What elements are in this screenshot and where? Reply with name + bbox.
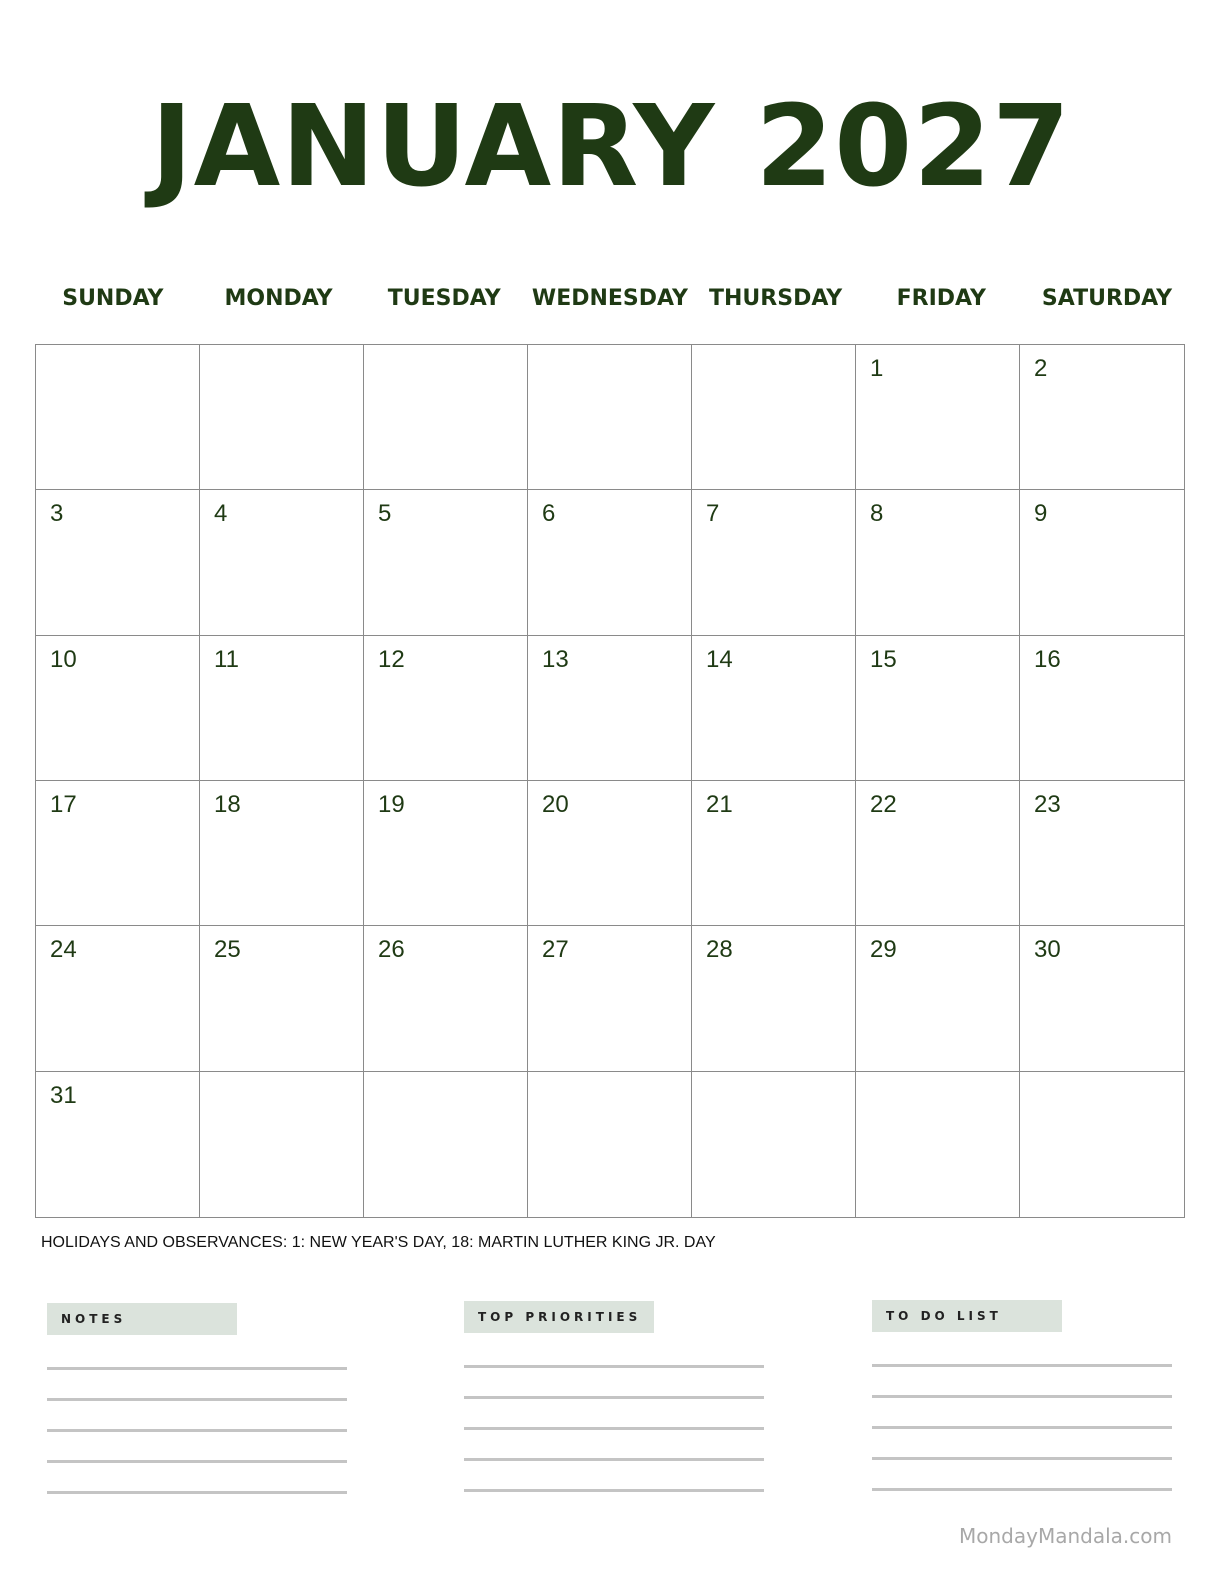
- day-cell-23[interactable]: [1020, 781, 1184, 926]
- day-cell-25[interactable]: [200, 926, 364, 1071]
- weekday-sunday: SUNDAY: [62, 286, 164, 311]
- priority-line[interactable]: [464, 1427, 764, 1430]
- day-number: 30: [1034, 936, 1061, 964]
- day-cell-10[interactable]: [36, 636, 200, 781]
- day-number: 1: [870, 355, 884, 382]
- empty-cell[interactable]: [856, 1072, 1020, 1217]
- empty-cell[interactable]: [36, 345, 200, 490]
- day-cell-1[interactable]: [856, 345, 1020, 490]
- note-line[interactable]: [47, 1460, 347, 1463]
- day-cell-17[interactable]: [36, 781, 200, 926]
- day-number: 25: [214, 936, 241, 964]
- day-cell-14[interactable]: [692, 636, 856, 781]
- todo-line[interactable]: [872, 1426, 1172, 1429]
- empty-cell[interactable]: [1020, 1072, 1184, 1217]
- day-cell-9[interactable]: [1020, 490, 1184, 635]
- day-number: 27: [542, 936, 569, 964]
- day-number: 19: [378, 790, 405, 818]
- todo-line[interactable]: [872, 1395, 1172, 1398]
- day-number: 2: [1034, 355, 1048, 382]
- watermark: MondayMandala.com: [959, 1524, 1172, 1548]
- empty-cell[interactable]: [200, 1072, 364, 1217]
- page-title: JANUARY 2027: [150, 82, 1072, 212]
- weekday-tuesday: TUESDAY: [387, 286, 501, 311]
- empty-cell[interactable]: [200, 345, 364, 490]
- day-number: 11: [214, 645, 239, 673]
- day-cell-11[interactable]: [200, 636, 364, 781]
- weekday-header: [30, 286, 1190, 311]
- day-cell-3[interactable]: [36, 490, 200, 635]
- day-number: 3: [50, 500, 64, 528]
- day-cell-26[interactable]: [364, 926, 528, 1071]
- day-number: 10: [50, 645, 77, 673]
- empty-cell[interactable]: [528, 345, 692, 490]
- empty-cell[interactable]: [692, 1072, 856, 1217]
- day-number: 16: [1034, 645, 1061, 673]
- empty-cell[interactable]: [364, 345, 528, 490]
- day-number: 26: [378, 936, 405, 964]
- note-line[interactable]: [47, 1429, 347, 1432]
- day-cell-15[interactable]: [856, 636, 1020, 781]
- day-number: 7: [706, 500, 720, 528]
- day-cell-13[interactable]: [528, 636, 692, 781]
- weekday-friday: FRIDAY: [896, 286, 986, 311]
- day-cell-2[interactable]: [1020, 345, 1184, 490]
- day-cell-29[interactable]: [856, 926, 1020, 1071]
- priorities-section: [464, 1301, 764, 1492]
- day-cell-31[interactable]: [36, 1072, 200, 1217]
- weekday-thursday: THURSDAY: [709, 286, 843, 311]
- day-number: 13: [542, 645, 569, 673]
- day-number: 18: [214, 790, 241, 818]
- day-number: 8: [870, 500, 884, 528]
- priority-line[interactable]: [464, 1396, 764, 1399]
- day-number: 22: [870, 790, 897, 818]
- empty-cell[interactable]: [528, 1072, 692, 1217]
- day-cell-7[interactable]: [692, 490, 856, 635]
- day-cell-16[interactable]: [1020, 636, 1184, 781]
- priorities-label: TOP PRIORITIES: [464, 1301, 654, 1333]
- day-number: 9: [1034, 500, 1048, 528]
- note-line[interactable]: [47, 1491, 347, 1494]
- day-cell-21[interactable]: [692, 781, 856, 926]
- day-number: 14: [706, 645, 733, 673]
- weekday-wednesday: WEDNESDAY: [531, 286, 688, 311]
- day-number: 4: [214, 500, 228, 528]
- day-number: 12: [378, 645, 405, 673]
- notes-label: NOTES: [47, 1303, 237, 1335]
- day-number: 20: [542, 790, 569, 818]
- notes-section: [47, 1303, 347, 1494]
- priority-line[interactable]: [464, 1489, 764, 1492]
- priority-line[interactable]: [464, 1458, 764, 1461]
- day-cell-28[interactable]: [692, 926, 856, 1071]
- todo-label: TO DO LIST: [872, 1300, 1062, 1332]
- calendar-grid: [35, 344, 1185, 1218]
- day-cell-12[interactable]: [364, 636, 528, 781]
- day-number: 28: [706, 936, 733, 964]
- day-number: 29: [870, 936, 897, 964]
- priority-line[interactable]: [464, 1365, 764, 1368]
- todo-section: [872, 1300, 1172, 1491]
- empty-cell[interactable]: [692, 345, 856, 490]
- day-cell-5[interactable]: [364, 490, 528, 635]
- day-cell-19[interactable]: [364, 781, 528, 926]
- weekday-monday: MONDAY: [224, 286, 333, 311]
- todo-line[interactable]: [872, 1364, 1172, 1367]
- empty-cell[interactable]: [364, 1072, 528, 1217]
- day-number: 31: [50, 1081, 77, 1109]
- day-cell-4[interactable]: [200, 490, 364, 635]
- day-cell-18[interactable]: [200, 781, 364, 926]
- day-cell-24[interactable]: [36, 926, 200, 1071]
- todo-line[interactable]: [872, 1457, 1172, 1460]
- day-number: 17: [50, 790, 77, 818]
- holidays-text: HOLIDAYS AND OBSERVANCES: 1: NEW YEAR'S DAY, 18: MARTIN LUTHER KING JR. DAY: [41, 1234, 716, 1251]
- note-line[interactable]: [47, 1367, 347, 1370]
- day-number: 24: [50, 936, 77, 964]
- weekday-saturday: SATURDAY: [1041, 286, 1173, 311]
- day-cell-8[interactable]: [856, 490, 1020, 635]
- day-number: 15: [870, 645, 897, 673]
- todo-line[interactable]: [872, 1488, 1172, 1491]
- day-cell-30[interactable]: [1020, 926, 1184, 1071]
- day-cell-20[interactable]: [528, 781, 692, 926]
- note-line[interactable]: [47, 1398, 347, 1401]
- day-cell-22[interactable]: [856, 781, 1020, 926]
- day-cell-27[interactable]: [528, 926, 692, 1071]
- day-cell-6[interactable]: [528, 490, 692, 635]
- day-number: 5: [378, 500, 392, 528]
- day-number: 21: [706, 790, 733, 818]
- day-number: 6: [542, 500, 556, 528]
- day-number: 23: [1034, 790, 1061, 818]
